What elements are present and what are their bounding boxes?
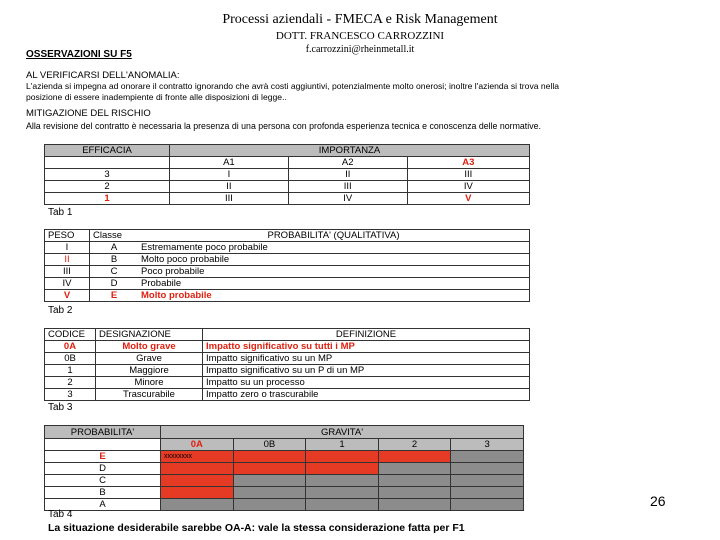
t3-codice: 2 [45, 377, 96, 389]
t2-peso: IV [45, 278, 90, 290]
t3-codice: 3 [45, 389, 96, 401]
t2-classe: B [90, 254, 139, 266]
t4-cell [451, 451, 524, 463]
t4-cell [161, 463, 234, 475]
t2-peso: I [45, 242, 90, 254]
t2-h-prob: PROBABILITA' (QUALITATIVA) [138, 230, 530, 242]
t3-codice: 0B [45, 353, 96, 365]
t4-col: 2 [378, 439, 451, 451]
t2-classe: D [90, 278, 139, 290]
t3-def: Impatto significativo su tutti i MP [203, 341, 530, 353]
t2-classe: C [90, 266, 139, 278]
t4-cell [233, 499, 306, 511]
page-title: Processi aziendali - FMECA e Risk Management [222, 12, 498, 27]
t4-cell [306, 451, 379, 463]
t1-cell: II [170, 181, 289, 193]
t2-peso: III [45, 266, 90, 278]
t3-h-designazione: DESIGNAZIONE [96, 329, 203, 341]
t3-def: Impatto significativo su un P di un MP [203, 365, 530, 377]
table-2 [44, 229, 530, 302]
t4-cell [233, 487, 306, 499]
t1-cell: I [170, 169, 289, 181]
t2-desc: Poco probabile [138, 266, 530, 278]
anomaly-line-1: L'azienda si impegna ad onorare il contratto ignorando che avrà costi aggiuntivi, potenzialmente molto onerosi; inoltre l'azienda si trova nella [26, 81, 560, 91]
t2-h-classe: Classe [90, 230, 139, 242]
t4-cell [306, 499, 379, 511]
t2-desc: Molto poco probabile [138, 254, 530, 266]
tab-2-label: Tab 2 [48, 305, 73, 316]
t4-col: 0B [233, 439, 306, 451]
t3-h-codice: CODICE [45, 329, 96, 341]
t1-cell: IV [288, 193, 407, 205]
t1-cell: V [407, 193, 529, 205]
t4-cell [451, 487, 524, 499]
t2-desc: Molto probabile [138, 290, 530, 302]
t4-cell [451, 475, 524, 487]
t1-eff: 1 [45, 193, 170, 205]
t1-eff: 3 [45, 169, 170, 181]
t4-h-prob: PROBABILITA' [45, 426, 161, 439]
tab-4-label: Tab 4 [48, 509, 73, 520]
t1-h-efficacia: EFFICACIA [45, 145, 170, 157]
t4-row: B [45, 487, 161, 499]
t4-cell [378, 451, 451, 463]
t2-h-peso: PESO [45, 230, 90, 242]
anomaly-line-2: posizione di essere inadempiente di fronte alle disposizioni di legge.. [26, 92, 287, 102]
author-email: f.carrozzini@rheinmetall.it [305, 44, 415, 55]
t4-cell [378, 487, 451, 499]
t1-col-a1: A1 [170, 157, 289, 169]
t4-row: E [45, 451, 161, 463]
t4-cell [451, 499, 524, 511]
t4-h-grav: GRAVITA' [161, 426, 524, 439]
t3-des: Maggiore [96, 365, 203, 377]
t4-cell [306, 487, 379, 499]
t4-row: C [45, 475, 161, 487]
t2-peso: II [45, 254, 90, 266]
t4-cell [161, 487, 234, 499]
t1-col-a3: A3 [407, 157, 529, 169]
t4-row: A [45, 499, 161, 511]
table-4 [44, 425, 524, 511]
t2-desc: Probabile [138, 278, 530, 290]
t4-cell [378, 499, 451, 511]
t4-marker: xxxxxxxx [161, 451, 234, 463]
t1-cell: III [288, 181, 407, 193]
t3-h-definizione: DEFINIZIONE [203, 329, 530, 341]
conclusion-text: La situazione desiderabile sarebbe OA-A: vale la stessa considerazione fatta per F1 [48, 522, 465, 534]
table-1 [44, 144, 530, 205]
t4-cell [378, 475, 451, 487]
t3-des: Minore [96, 377, 203, 389]
observations-title: OSSERVAZIONI SU F5 [26, 49, 132, 60]
t4-col: 3 [451, 439, 524, 451]
t1-cell: III [407, 169, 529, 181]
t2-desc: Estremamente poco probabile [138, 242, 530, 254]
mitigation-text: Alla revisione del contratto è necessaria la presenza di una persona con profonda esperienza tecnica e conoscenza delle normative. [26, 121, 541, 131]
t3-def: Impatto significativo su un MP [203, 353, 530, 365]
t1-eff: 2 [45, 181, 170, 193]
t4-cell [233, 463, 306, 475]
t4-cell [233, 451, 306, 463]
t2-classe: E [90, 290, 139, 302]
t1-cell: II [288, 169, 407, 181]
t3-codice: 1 [45, 365, 96, 377]
t1-col-a2: A2 [288, 157, 407, 169]
mitigation-heading: MITIGAZIONE DEL RISCHIO [26, 108, 151, 119]
author-name: DOTT. FRANCESCO CARROZZINI [275, 30, 445, 42]
t2-peso: V [45, 290, 90, 302]
t3-def: Impatto su un processo [203, 377, 530, 389]
tab-3-label: Tab 3 [48, 402, 73, 413]
t4-cell [378, 463, 451, 475]
anomaly-heading: AL VERIFICARSI DELL'ANOMALIA: [26, 70, 180, 81]
t4-row: D [45, 463, 161, 475]
t4-cell [451, 463, 524, 475]
t4-cell [306, 463, 379, 475]
t3-des: Trascurabile [96, 389, 203, 401]
t3-des: Grave [96, 353, 203, 365]
t4-cell [161, 475, 234, 487]
t4-col: 1 [306, 439, 379, 451]
table-3 [44, 328, 530, 401]
t3-codice: 0A [45, 341, 96, 353]
t1-cell: IV [407, 181, 529, 193]
page-number: 26 [650, 493, 666, 509]
t4-cell [233, 475, 306, 487]
t4-cell [161, 499, 234, 511]
t1-cell: III [170, 193, 289, 205]
t1-h-importanza: IMPORTANZA [170, 145, 530, 157]
t3-des: Molto grave [96, 341, 203, 353]
t2-classe: A [90, 242, 139, 254]
t3-def: Impatto zero o trascurabile [203, 389, 530, 401]
tab-1-label: Tab 1 [48, 207, 73, 218]
t4-col: 0A [161, 439, 234, 451]
t4-cell [306, 475, 379, 487]
